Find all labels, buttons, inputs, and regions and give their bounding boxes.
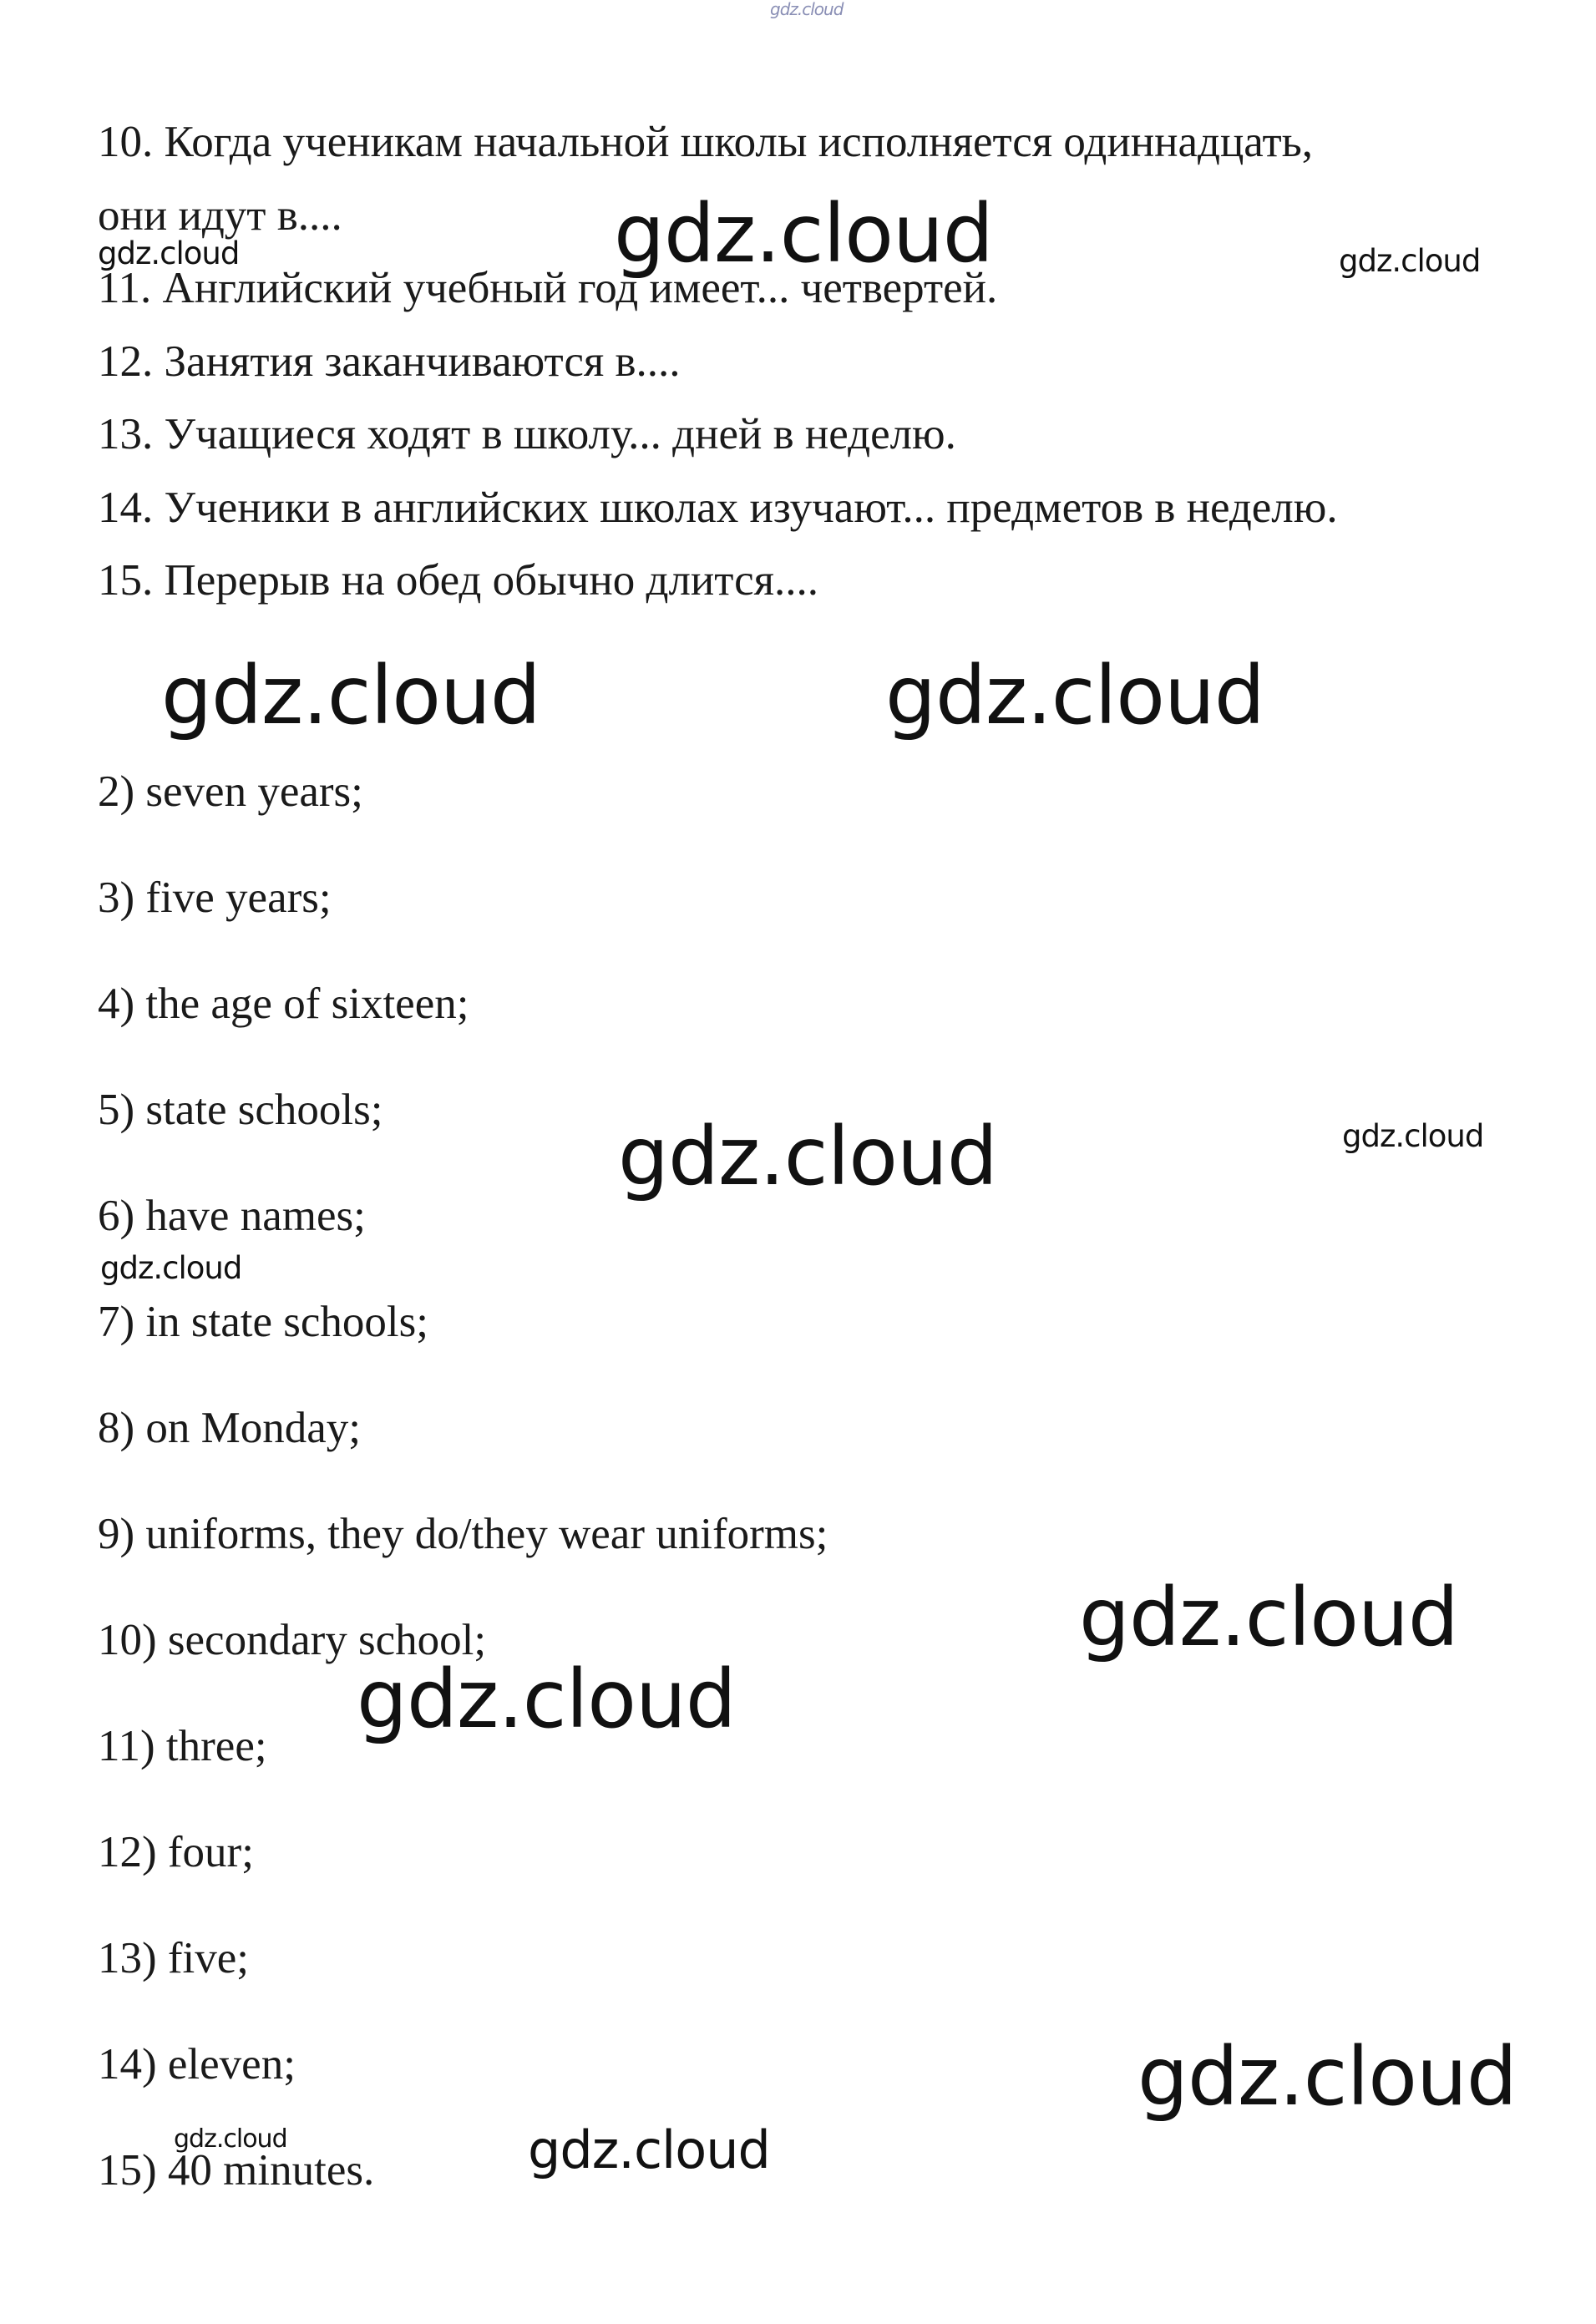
answer-7: 7) in state schools; xyxy=(98,1298,428,1346)
question-15: 15. Перерыв на обед обычно длится.... xyxy=(98,556,818,605)
answer-3: 3) five years; xyxy=(98,873,332,922)
question-14: 14. Ученики в английских школах изучают... предметов в неделю. xyxy=(98,484,1338,532)
answer-5: 5) state schools; xyxy=(98,1086,383,1134)
answer-13: 13) five; xyxy=(98,1934,250,1982)
answer-14: 14) eleven; xyxy=(98,2040,296,2089)
watermark-large: gdz.cloud xyxy=(1137,2030,1517,2124)
answer-10: 10) secondary school; xyxy=(98,1616,487,1664)
watermark-tiny: gdz.cloud xyxy=(174,2124,287,2154)
watermark-large: gdz.cloud xyxy=(161,649,540,742)
watermark-small: gdz.cloud xyxy=(98,235,240,271)
answer-2: 2) seven years; xyxy=(98,767,363,816)
watermark-large: gdz.cloud xyxy=(885,649,1264,742)
watermark-large: gdz.cloud xyxy=(1079,1571,1458,1664)
answer-4: 4) the age of sixteen; xyxy=(98,980,469,1028)
answer-15: 15) 40 minutes. xyxy=(98,2146,375,2195)
watermark-large: gdz.cloud xyxy=(357,1653,736,1746)
answer-6: 6) have names; xyxy=(98,1192,366,1240)
question-10-line-2: они идут в.... xyxy=(98,191,342,240)
question-13: 13. Учащиеся ходят в школу... дней в неделю. xyxy=(98,410,956,458)
watermark-small: gdz.cloud xyxy=(100,1250,242,1286)
watermark-large: gdz.cloud xyxy=(614,187,993,281)
question-12: 12. Занятия заканчиваются в.... xyxy=(98,337,681,386)
answer-9: 9) uniforms, they do/they wear uniforms; xyxy=(98,1510,828,1558)
watermark-small: gdz.cloud xyxy=(1342,1118,1484,1154)
watermark-large: gdz.cloud xyxy=(618,1110,997,1203)
watermark-top: gdz.cloud xyxy=(770,0,844,19)
question-11: 11. Английский учебный год имеет... четвертей. xyxy=(98,264,998,312)
question-10-line-1: 10. Когда ученикам начальной школы исполняется одиннадцать, xyxy=(98,118,1314,166)
answer-11: 11) three; xyxy=(98,1722,267,1770)
answer-12: 12) four; xyxy=(98,1828,254,1876)
answer-8: 8) on Monday; xyxy=(98,1404,362,1452)
watermark-medium: gdz.cloud xyxy=(528,2119,770,2180)
watermark-small: gdz.cloud xyxy=(1339,243,1481,279)
